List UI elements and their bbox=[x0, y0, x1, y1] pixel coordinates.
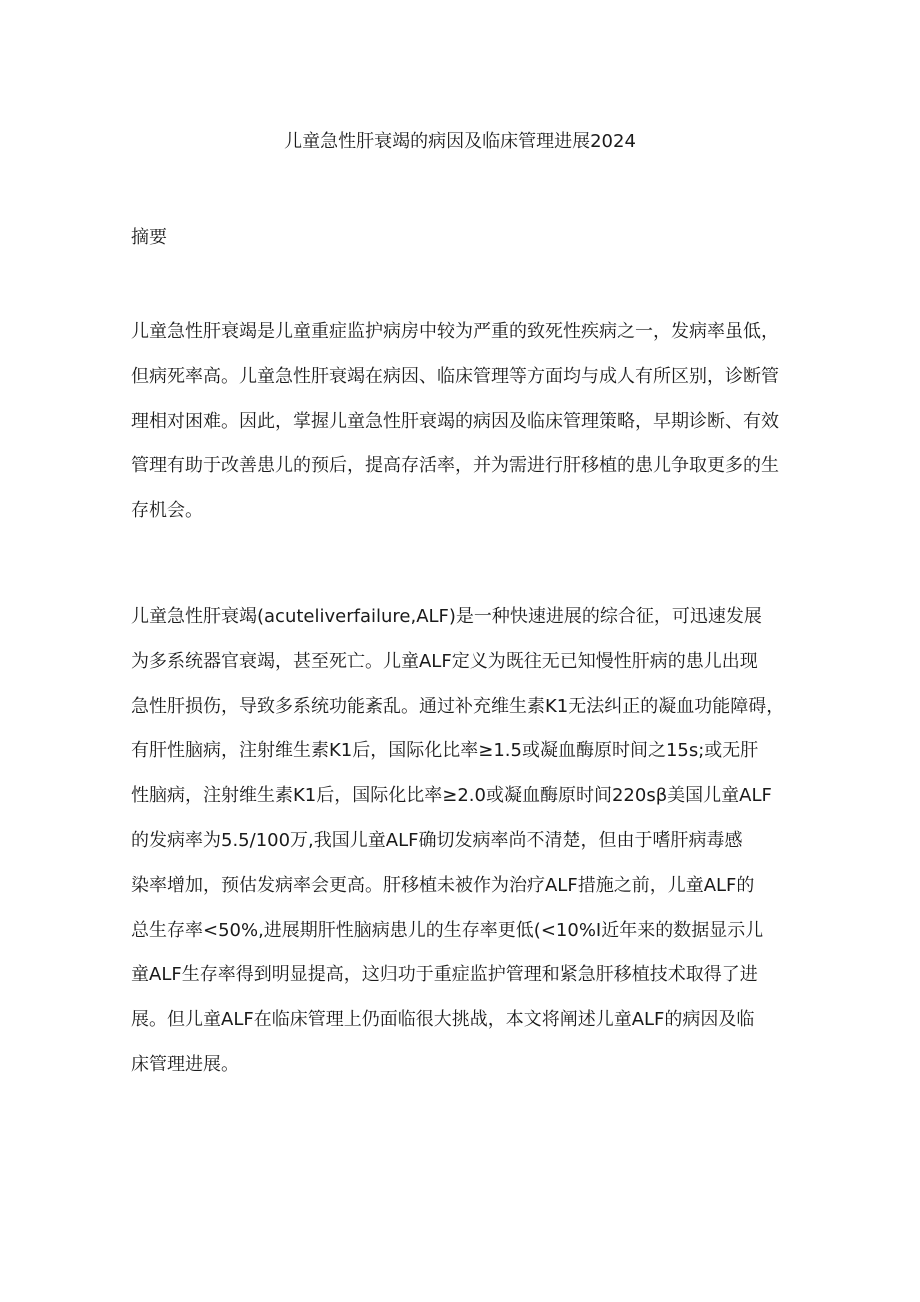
paragraph-line: 存机会。 bbox=[131, 500, 203, 522]
paragraph-line: 有肝性脑病，注射维生素K1后，国际化比率≥1.5或凝血酶原时间之15s;或无肝 bbox=[131, 740, 759, 762]
paragraph-line: 童ALF生存率得到明显提高，这归功于重症监护管理和紧急肝移植技术取得了进 bbox=[131, 964, 758, 986]
paragraph-line: 管理有助于改善患儿的预后，提高存活率，并为需进行肝移植的患儿争取更多的生 bbox=[131, 455, 779, 477]
paragraph-line: 儿童急性肝衰竭(acuteliverfailure,ALF)是一种快速进展的综合征，可迅速发展 bbox=[131, 606, 762, 627]
paragraph-1 bbox=[131, 318, 811, 542]
paragraph-line: 染率增加，预估发病率会更高。肝移植未被作为治疗ALF措施之前，儿童ALF的 bbox=[131, 874, 755, 896]
paragraph-line: 床管理进展。 bbox=[131, 1053, 239, 1075]
paragraph-line: 总生存率<50%,进展期肝性脑病患儿的生存率更低(<10%I近年来的数据显示儿 bbox=[131, 919, 764, 941]
paragraph-2 bbox=[131, 603, 811, 1096]
abstract-heading: 摘要 bbox=[131, 227, 167, 248]
paragraph-line: 儿童急性肝衰竭是儿童重症监护病房中较为严重的致死性疾病之一，发病率虽低， bbox=[131, 321, 779, 342]
paragraph-line: 的发病率为5.5/100万,我国儿童ALF确切发病率尚不清楚，但由于嗜肝病毒感 bbox=[131, 829, 743, 851]
paragraph-line: 性脑病，注射维生素K1后，国际化比率≥2.0或凝血酶原时间220sβ美国儿童ALF bbox=[131, 785, 772, 807]
paragraph-line: 急性肝损伤，导致多系统功能紊乱。通过补充维生素K1无法纠正的凝血功能障碍， bbox=[131, 695, 785, 717]
paragraph-line: 展。但儿童ALF在临床管理上仍面临很大挑战，本文将阐述儿童ALF的病因及临 bbox=[131, 1009, 755, 1031]
paragraph-line: 为多系统器官衰竭，甚至死亡。儿童ALF定义为既往无已知慢性肝病的患儿出现 bbox=[131, 650, 758, 672]
paragraph-line: 但病死率高。儿童急性肝衰竭在病因、临床管理等方面均与成人有所区别，诊断管 bbox=[131, 365, 779, 387]
paragraph-line: 理相对困难。因此，掌握儿童急性肝衰竭的病因及临床管理策略，早期诊断、有效 bbox=[131, 410, 779, 432]
document-title: 儿童急性肝衰竭的病因及临床管理进展2024 bbox=[284, 131, 636, 152]
